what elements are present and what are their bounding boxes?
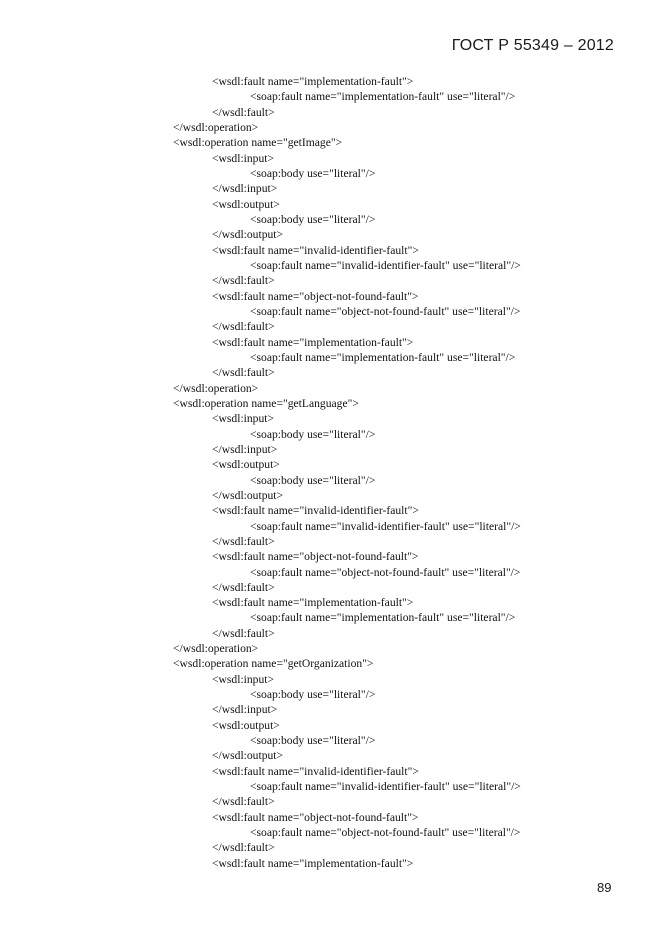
code-line-text: <wsdl:input> xyxy=(212,412,275,426)
code-line xyxy=(0,335,661,350)
code-line-text: </wsdl:operation> xyxy=(173,120,259,134)
code-line xyxy=(0,687,661,702)
code-line xyxy=(0,120,661,135)
code-line-text: <soap:body use="literal"/> xyxy=(250,427,376,441)
code-line-text: </wsdl:fault> xyxy=(212,105,275,119)
page-header-standard: ГОСТ Р 55349 – 2012 xyxy=(451,37,614,54)
code-line xyxy=(0,135,661,150)
code-line xyxy=(0,473,661,488)
code-line-text: <wsdl:fault name="object-not-found-fault"> xyxy=(212,550,419,564)
page-number: 89 xyxy=(597,880,612,895)
code-line xyxy=(0,304,661,319)
code-line xyxy=(0,166,661,181)
code-line-text: <wsdl:fault name="implementation-fault"> xyxy=(212,335,414,349)
code-line xyxy=(0,840,661,855)
code-line-text: </wsdl:operation> xyxy=(173,381,259,395)
code-line-text: <soap:body use="literal"/> xyxy=(250,166,376,180)
code-line xyxy=(0,365,661,380)
code-line-text: </wsdl:fault> xyxy=(212,274,275,288)
code-line xyxy=(0,243,661,258)
code-line xyxy=(0,212,661,227)
code-line-text: <wsdl:input> xyxy=(212,151,275,165)
code-line xyxy=(0,151,661,166)
code-line-text: <wsdl:fault name="implementation-fault"> xyxy=(212,596,414,610)
code-line xyxy=(0,825,661,840)
code-line xyxy=(0,89,661,104)
code-line xyxy=(0,856,661,871)
code-line xyxy=(0,181,661,196)
code-line-text: <soap:body use="literal"/> xyxy=(250,473,376,487)
code-line-text: <wsdl:fault name="invalid-identifier-fault"> xyxy=(212,243,419,257)
code-line-text: <wsdl:output> xyxy=(212,718,280,732)
code-line-text: </wsdl:fault> xyxy=(212,534,275,548)
code-line xyxy=(0,672,661,687)
wsdl-code-listing xyxy=(0,74,661,871)
code-line xyxy=(0,74,661,89)
code-line-text: <soap:fault name="invalid-identifier-fault" use="literal"/> xyxy=(250,258,521,272)
code-line xyxy=(0,549,661,564)
code-line-text: <soap:fault name="implementation-fault" use="literal"/> xyxy=(250,350,516,364)
code-line-text: <soap:body use="literal"/> xyxy=(250,212,376,226)
code-line-text: <wsdl:operation name="getOrganization"> xyxy=(173,657,374,671)
code-line-text: </wsdl:fault> xyxy=(212,626,275,640)
code-line-text: </wsdl:input> xyxy=(212,703,278,717)
code-line xyxy=(0,610,661,625)
code-line xyxy=(0,733,661,748)
code-line xyxy=(0,580,661,595)
code-line xyxy=(0,273,661,288)
code-line xyxy=(0,764,661,779)
code-line xyxy=(0,534,661,549)
code-line-text: <soap:body use="literal"/> xyxy=(250,734,376,748)
code-line xyxy=(0,488,661,503)
code-line xyxy=(0,457,661,472)
code-line xyxy=(0,105,661,120)
code-line xyxy=(0,289,661,304)
code-line xyxy=(0,396,661,411)
code-line-text: <wsdl:fault name="implementation-fault"> xyxy=(212,856,414,870)
code-line xyxy=(0,319,661,334)
code-line xyxy=(0,702,661,717)
code-line-text: <wsdl:output> xyxy=(212,197,280,211)
code-line xyxy=(0,718,661,733)
code-line-text: <soap:fault name="invalid-identifier-fault" use="literal"/> xyxy=(250,780,521,794)
code-line-text: <soap:fault name="object-not-found-fault" use="literal"/> xyxy=(250,304,521,318)
code-line-text: </wsdl:output> xyxy=(212,228,284,242)
code-line-text: <soap:fault name="invalid-identifier-fault" use="literal"/> xyxy=(250,519,521,533)
code-line-text: </wsdl:output> xyxy=(212,749,284,763)
code-line-text: </wsdl:fault> xyxy=(212,580,275,594)
code-line-text: <soap:body use="literal"/> xyxy=(250,688,376,702)
code-line-text: <wsdl:fault name="invalid-identifier-fault"> xyxy=(212,504,419,518)
code-line xyxy=(0,565,661,580)
code-line-text: <soap:fault name="object-not-found-fault" use="literal"/> xyxy=(250,826,521,840)
code-line xyxy=(0,748,661,763)
code-line-text: </wsdl:input> xyxy=(212,182,278,196)
code-line-text: <soap:fault name="implementation-fault" use="literal"/> xyxy=(250,611,516,625)
code-line-text: </wsdl:operation> xyxy=(173,642,259,656)
code-line xyxy=(0,794,661,809)
code-line-text: <wsdl:input> xyxy=(212,672,275,686)
code-line-text: </wsdl:fault> xyxy=(212,795,275,809)
code-line-text: <wsdl:operation name="getImage"> xyxy=(173,136,343,150)
code-line-text: <soap:fault name="implementation-fault" use="literal"/> xyxy=(250,90,516,104)
code-line-text: </wsdl:input> xyxy=(212,442,278,456)
code-line xyxy=(0,411,661,426)
code-line-text: <wsdl:fault name="object-not-found-fault"> xyxy=(212,810,419,824)
code-line xyxy=(0,626,661,641)
code-line-text: <wsdl:fault name="implementation-fault"> xyxy=(212,75,414,88)
code-line xyxy=(0,656,661,671)
code-line xyxy=(0,381,661,396)
code-line xyxy=(0,503,661,518)
code-line xyxy=(0,350,661,365)
code-line-text: <soap:fault name="object-not-found-fault" use="literal"/> xyxy=(250,565,521,579)
code-line xyxy=(0,519,661,534)
code-line xyxy=(0,595,661,610)
code-line-text: <wsdl:operation name="getLanguage"> xyxy=(173,396,359,410)
code-line-text: </wsdl:output> xyxy=(212,488,284,502)
code-line-text: <wsdl:fault name="invalid-identifier-fault"> xyxy=(212,764,419,778)
code-line-text: </wsdl:fault> xyxy=(212,366,275,380)
code-line xyxy=(0,442,661,457)
code-line-text: <wsdl:fault name="object-not-found-fault"> xyxy=(212,289,419,303)
code-line xyxy=(0,641,661,656)
code-line xyxy=(0,779,661,794)
code-line xyxy=(0,197,661,212)
code-line-text: </wsdl:fault> xyxy=(212,320,275,334)
code-line-text: <wsdl:output> xyxy=(212,458,280,472)
code-line-text: </wsdl:fault> xyxy=(212,841,275,855)
code-line xyxy=(0,258,661,273)
code-line xyxy=(0,427,661,442)
code-line xyxy=(0,227,661,242)
code-line xyxy=(0,810,661,825)
